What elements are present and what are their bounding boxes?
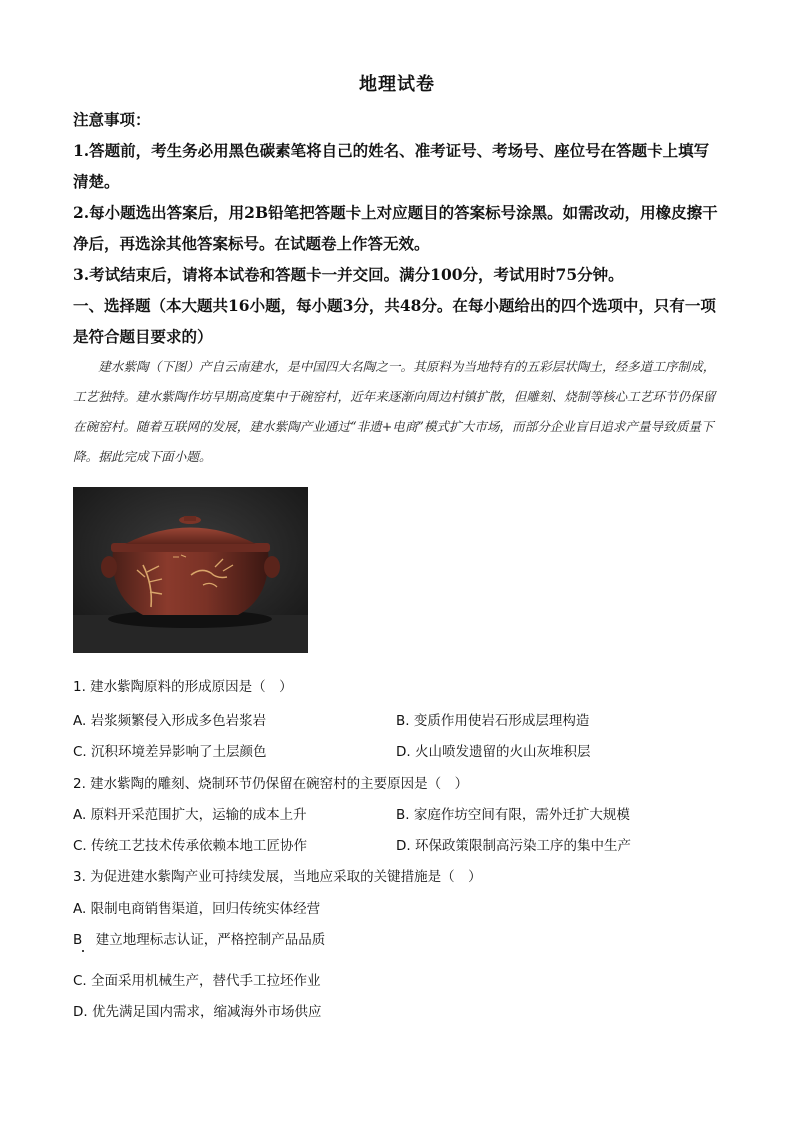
stray-dot-mark <box>82 950 84 952</box>
question-2-stem: 2. 建水紫陶的雕刻、烧制环节仍保留在碗窑村的主要原因是（ ） <box>73 776 469 792</box>
question-1-option-b[interactable]: B. 变质作用使岩石形成层理构造 <box>396 713 590 729</box>
question-1-option-a[interactable]: A. 岩浆频繁侵入形成多色岩浆岩 <box>73 713 267 729</box>
question-1-stem: 1. 建水紫陶原料的形成原因是（ ） <box>73 679 293 695</box>
question-2-option-c[interactable]: C. 传统工艺技术传承依赖本地工匠协作 <box>73 838 308 854</box>
section-heading: 一、选择题（本大题共16小题，每小题3分，共48分。在每小题给出的四个选项中，只有一项是符合题目要求的） <box>73 296 716 346</box>
question-1-option-d[interactable]: D. 火山喷发遗留的火山灰堆积层 <box>396 744 591 760</box>
notice-item-3: 3.考试结束后，请将本试卷和答题卡一并交回。满分100分，考试用时75分钟。 <box>73 265 624 284</box>
reading-passage: 建水紫陶（下图）产自云南建水，是中国四大名陶之一。其原料为当地特有的五彩层状陶土，经多道工序制成，工艺独特。建水紫陶作坊早期高度集中于碗窑村，近年来逐渐向周边村镇扩散，但雕刻、烧制等核心工艺环节仍保留在碗窑村。随着互联网的发展，建水紫陶产业通过“非遗+电商”模式扩大市场，而部分企业盲目追求产量导致质量下降。据此完成下面小题。 <box>73 359 716 464</box>
question-2-option-a[interactable]: A. 原料开采范围扩大，运输的成本上升 <box>73 807 307 823</box>
notice-item-1: 1.答题前，考生务必用黑色碳素笔将自己的姓名、准考证号、考场号、座位号在答题卡上填写清楚。 <box>73 141 710 191</box>
notice-heading: 注意事项： <box>73 110 151 129</box>
question-2-option-b[interactable]: B. 家庭作坊空间有限，需外迁扩大规模 <box>396 807 630 823</box>
pottery-bowl-image <box>73 487 308 653</box>
notice-item-2: 2.每小题选出答案后，用2B铅笔把答题卡上对应题目的答案标号涂黑。如需改动，用橡皮擦干净后，再选涂其他答案标号。在试题卷上作答无效。 <box>73 203 718 253</box>
pottery-photo <box>73 487 308 653</box>
question-3-option-c[interactable]: C. 全面采用机械生产，替代手工拉坯作业 <box>73 973 321 989</box>
question-3-option-d[interactable]: D. 优先满足国内需求，缩减海外市场供应 <box>73 1004 322 1020</box>
question-3-stem: 3. 为促进建水紫陶产业可持续发展，当地应采取的关键措施是（ ） <box>73 869 482 885</box>
question-3-option-b[interactable]: B 建立地理标志认证，严格控制产品品质 <box>73 932 326 948</box>
question-1-option-c[interactable]: C. 沉积环境差异影响了土层颜色 <box>73 744 267 760</box>
question-3-option-a[interactable]: A. 限制电商销售渠道，回归传统实体经营 <box>73 901 321 917</box>
question-2-option-d[interactable]: D. 环保政策限制高污染工序的集中生产 <box>396 838 631 854</box>
page-title: 地理试卷 <box>359 74 435 95</box>
